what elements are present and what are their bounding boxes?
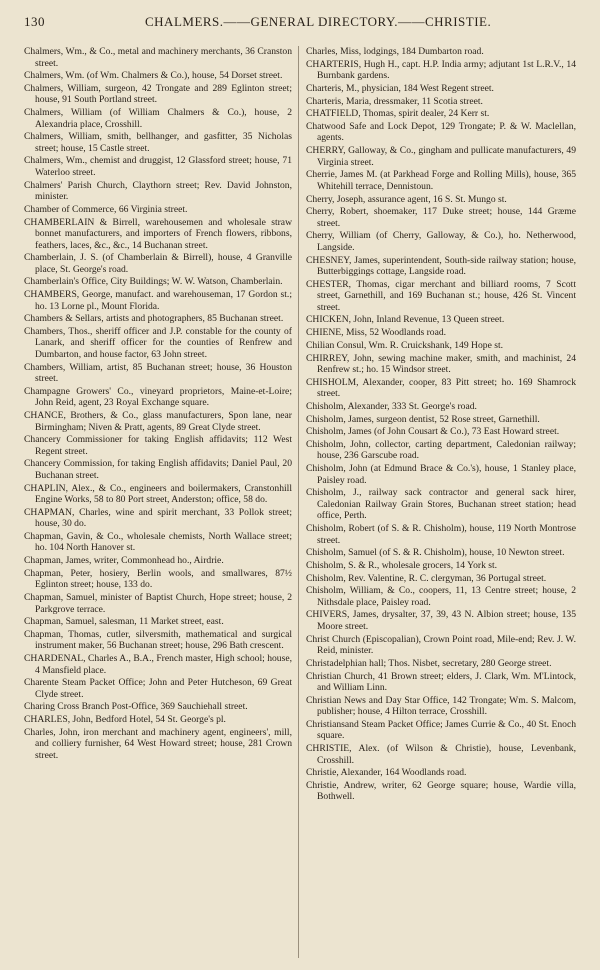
- directory-entry: CHARDENAL, Charles A., B.A., French master, High school; house, 4 Mansfield place.: [24, 653, 292, 676]
- directory-entry: CHARTERIS, Hugh H., capt. H.P. India army; adjutant 1st L.R.V., 14 Burnbank gardens.: [306, 58, 576, 82]
- directory-entry: CHISHOLM, Alexander, cooper, 83 Pitt street; ho. 169 Shamrock street.: [306, 376, 576, 400]
- directory-entry: Chapman, Samuel, salesman, 11 Market street, east.: [24, 616, 224, 628]
- directory-entry: Chalmers, William (of William Chalmers & Co.), house, 2 Alexandria place, Crosshill.: [24, 107, 292, 130]
- directory-entry: Charente Steam Packet Office; John and Peter Hutcheson, 69 Great Clyde street.: [24, 677, 292, 700]
- directory-entry: CHERRY, Galloway, & Co., gingham and pullicate manufacturers, 49 Virginia street.: [306, 145, 576, 168]
- directory-entry: CHESNEY, James, superintendent, South-side railway station; house, Butterbiggings cottage, Langside road.: [306, 254, 576, 278]
- directory-entry: CHESTER, Thomas, cigar merchant and billiard rooms, 7 Scott street, Garnethill, and 169 Buchanan st.; house, 426 St. Vincent street.: [306, 278, 576, 313]
- directory-entry: Chalmers' Parish Church, Claythorn street; Rev. David Johnston, minister.: [24, 179, 292, 203]
- directory-entry: CHAMBERS, George, manufact. and warehouseman, 17 Gordon st.; ho. 13 Lorne pl., Mount Florida.: [24, 289, 292, 312]
- directory-entry: Chapman, Gavin, & Co., wholesale chemists, North Wallace street; ho. 104 North Hanover st.: [24, 530, 292, 554]
- directory-entry: Chapman, Thomas, cutler, silversmith, mathematical and surgical instrument maker, 56 Buchanan street; house, 296 Bath crescent.: [24, 628, 292, 652]
- directory-entry: Chisholm, Samuel (of S. & R. Chisholm), house, 10 Newton street.: [306, 547, 565, 559]
- directory-entry: Christ Church (Episcopalian), Crown Point road, Mile-end; Rev. J. W. Reid, minister.: [306, 633, 576, 657]
- directory-entry: Chalmers, Wm. (of Wm. Chalmers & Co.), house, 54 Dorset street.: [24, 70, 283, 82]
- directory-entry: CHAPLIN, Alex., & Co., engineers and boilermakers, Cranstonhill Engine Works, 58 to 80 Port street, Anderston; office, 58 do.: [24, 482, 292, 506]
- directory-entry: Chisholm, James (of John Cousart & Co.), 73 East Howard street.: [306, 426, 560, 438]
- directory-entry: Chamberlain's Office, City Buildings; W. W. Watson, Chamberlain.: [24, 276, 283, 288]
- directory-entry: Cherry, Robert, shoemaker, 117 Duke street; house, 144 Græme street.: [306, 206, 576, 229]
- directory-entry: Chilian Consul, Wm. R. Cruickshank, 149 Hope st.: [306, 339, 504, 351]
- directory-entry: Charing Cross Branch Post-Office, 369 Sauchiehall street.: [24, 701, 248, 713]
- directory-entry: CHANCE, Brothers, & Co., glass manufacturers, Spon lane, near Birmingham; Niven & Pratt, agents, 89 Great Clyde street.: [24, 410, 292, 433]
- directory-entry: Christian News and Day Star Office, 142 Trongate; Wm. S. Malcom, publisher; house, 4 Hilton terrace, Crosshill.: [306, 694, 576, 718]
- directory-entry: Christadelphian hall; Thos. Nisbet, secretary, 280 George street.: [306, 657, 552, 669]
- directory-entry: Chambers, William, artist, 85 Buchanan street; house, 36 Houston street.: [24, 361, 292, 385]
- directory-entry: Chisholm, Rev. Valentine, R. C. clergyman, 36 Portugal street.: [306, 572, 547, 584]
- directory-entry: Chisholm, William, & Co., coopers, 11, 13 Centre street; house, 2 Nithsdale place, Paisley road.: [306, 585, 576, 608]
- running-title: CHALMERS.——GENERAL DIRECTORY.——CHRISTIE.: [145, 14, 492, 29]
- directory-entry: Chancery Commission, for taking English affidavits; Daniel Paul, 20 Buchanan street.: [24, 458, 292, 481]
- page-number: 130: [24, 14, 45, 29]
- directory-entry: Cherry, William (of Cherry, Galloway, & Co.), ho. Netherwood, Langside.: [306, 230, 576, 253]
- directory-entry: Christie, Alexander, 164 Woodlands road.: [306, 767, 467, 779]
- right-column: [306, 46, 576, 958]
- directory-entry: Chambers, Thos., sheriff officer and J.P. constable for the county of Lanark, and sheriff officer for the counties of Renfrew and Dumbarton, and house factor, 63 John street.: [24, 325, 292, 360]
- directory-entry: Chamberlain, J. S. (of Chamberlain & Birrell), house, 4 Granville place, St. George's road.: [24, 252, 292, 275]
- directory-entry: Chapman, Peter, hosiery, Berlin wools, and smallwares, 87½ Eglinton street; house, 133 do.: [24, 567, 292, 591]
- directory-entry: Chamber of Commerce, 66 Virginia street.: [24, 203, 188, 215]
- directory-entry: Cherry, Joseph, assurance agent, 16 S. St. Mungo st.: [306, 193, 507, 205]
- directory-entry: Chalmers, Wm., & Co., metal and machinery merchants, 36 Cranston street.: [24, 46, 292, 69]
- directory-entry: Charteris, Maria, dressmaker, 11 Scotia street.: [306, 95, 483, 107]
- page-header: [0, 14, 600, 32]
- directory-entry: Charles, John, iron merchant and machinery agent, engineers', mill, and colliery furnisher, 64 West Howard street; house, 281 Crown street.: [24, 726, 292, 761]
- directory-entry: Christie, Andrew, writer, 62 George square; house, Wardie villa, Bothwell.: [306, 779, 576, 803]
- directory-entry: Chisholm, Robert (of S. & R. Chisholm), house, 119 North Montrose street.: [306, 523, 576, 546]
- directory-entry: Charteris, M., physician, 184 West Regent street.: [306, 82, 494, 94]
- directory-entry: CHIENE, Miss, 52 Woodlands road.: [306, 327, 447, 339]
- directory-entry: Chisholm, John (at Edmund Brace & Co.'s), house, 1 Stanley place, Paisley road.: [306, 463, 576, 486]
- directory-entry: Christian Church, 41 Brown street; elders, J. Clark, Wm. M'Lintock, and William Linn.: [306, 670, 576, 693]
- directory-entry: Christiansand Steam Packet Office; James Currie & Co., 40 St. Enoch square.: [306, 718, 576, 742]
- directory-entry: CHICKEN, John, Inland Revenue, 13 Queen street.: [306, 314, 505, 326]
- directory-entry: Chisholm, John, collector, carting department, Caledonian railway; house, 236 Garscube road.: [306, 438, 576, 462]
- directory-entry: CHATFIELD, Thomas, spirit dealer, 24 Kerr st.: [306, 108, 490, 120]
- directory-entry: Chalmers, William, smith, bellhanger, and gasfitter, 35 Nicholas street; house, 15 Castle street.: [24, 131, 292, 154]
- directory-entry: CHIRREY, John, sewing machine maker, smith, and machinist, 24 Renfrew st.; ho. 15 Windsor street.: [306, 352, 576, 375]
- directory-entry: CHAMBERLAIN & Birrell, warehousemen and wholesale straw bonnet manufacturers, and importers of French flowers, ribbons, feathers, laces, &c., &c., 14 Buchanan street.: [24, 216, 292, 251]
- directory-entry: Chalmers, Wm., chemist and druggist, 12 Glassford street; house, 71 Waterloo street.: [24, 155, 292, 178]
- directory-entry: Chapman, Samuel, minister of Baptist Church, Hope street; house, 2 Parkgrove terrace.: [24, 592, 292, 615]
- directory-entry: Chisholm, Alexander, 333 St. George's road.: [306, 400, 477, 412]
- directory-entry: CHIVERS, James, drysalter, 37, 39, 43 N. Albion street; house, 135 Moore street.: [306, 609, 576, 632]
- directory-entry: Chatwood Safe and Lock Depot, 129 Trongate; P. & W. Maclellan, agents.: [306, 120, 576, 144]
- directory-entry: Chalmers, William, surgeon, 42 Trongate and 289 Eglinton street; house, 91 South Portland street.: [24, 82, 292, 106]
- directory-entry: CHARLES, John, Bedford Hotel, 54 St. George's pl.: [24, 714, 226, 726]
- directory-entry: CHAPMAN, Charles, wine and spirit merchant, 33 Pollok street; house, 30 do.: [24, 506, 292, 530]
- directory-entry: Chisholm, J., railway sack contractor and general sack hirer, Caledonian Railway Grain Stores, Buchanan street station; head office, Perth.: [306, 487, 576, 522]
- column-divider: [298, 46, 299, 958]
- directory-entry: Chancery Commissioner for taking English affidavits; 112 West Regent street.: [24, 434, 292, 457]
- directory-entry: Cherrie, James M. (at Parkhead Forge and Rolling Mills), house, 365 Whitehill terrace, Dennistoun.: [306, 169, 576, 192]
- directory-entry: Charles, Miss, lodgings, 184 Dumbarton road.: [306, 46, 484, 57]
- directory-entry: Chambers & Sellars, artists and photographers, 85 Buchanan street.: [24, 313, 284, 325]
- directory-entry: Chapman, James, writer, Commonhead ho., Airdrie.: [24, 555, 224, 567]
- directory-entry: Chisholm, James, surgeon dentist, 52 Rose street, Garnethill.: [306, 413, 540, 425]
- directory-entry: Champagne Growers' Co., vineyard proprietors, Maine-et-Loire; John Reid, agent, 23 Royal Exchange square.: [24, 385, 292, 409]
- directory-entry: Chisholm, S. & R., wholesale grocers, 14 York st.: [306, 559, 498, 571]
- left-column: [24, 46, 292, 958]
- directory-entry: CHRISTIE, Alex. (of Wilson & Christie), house, Levenbank, Crosshill.: [306, 743, 576, 766]
